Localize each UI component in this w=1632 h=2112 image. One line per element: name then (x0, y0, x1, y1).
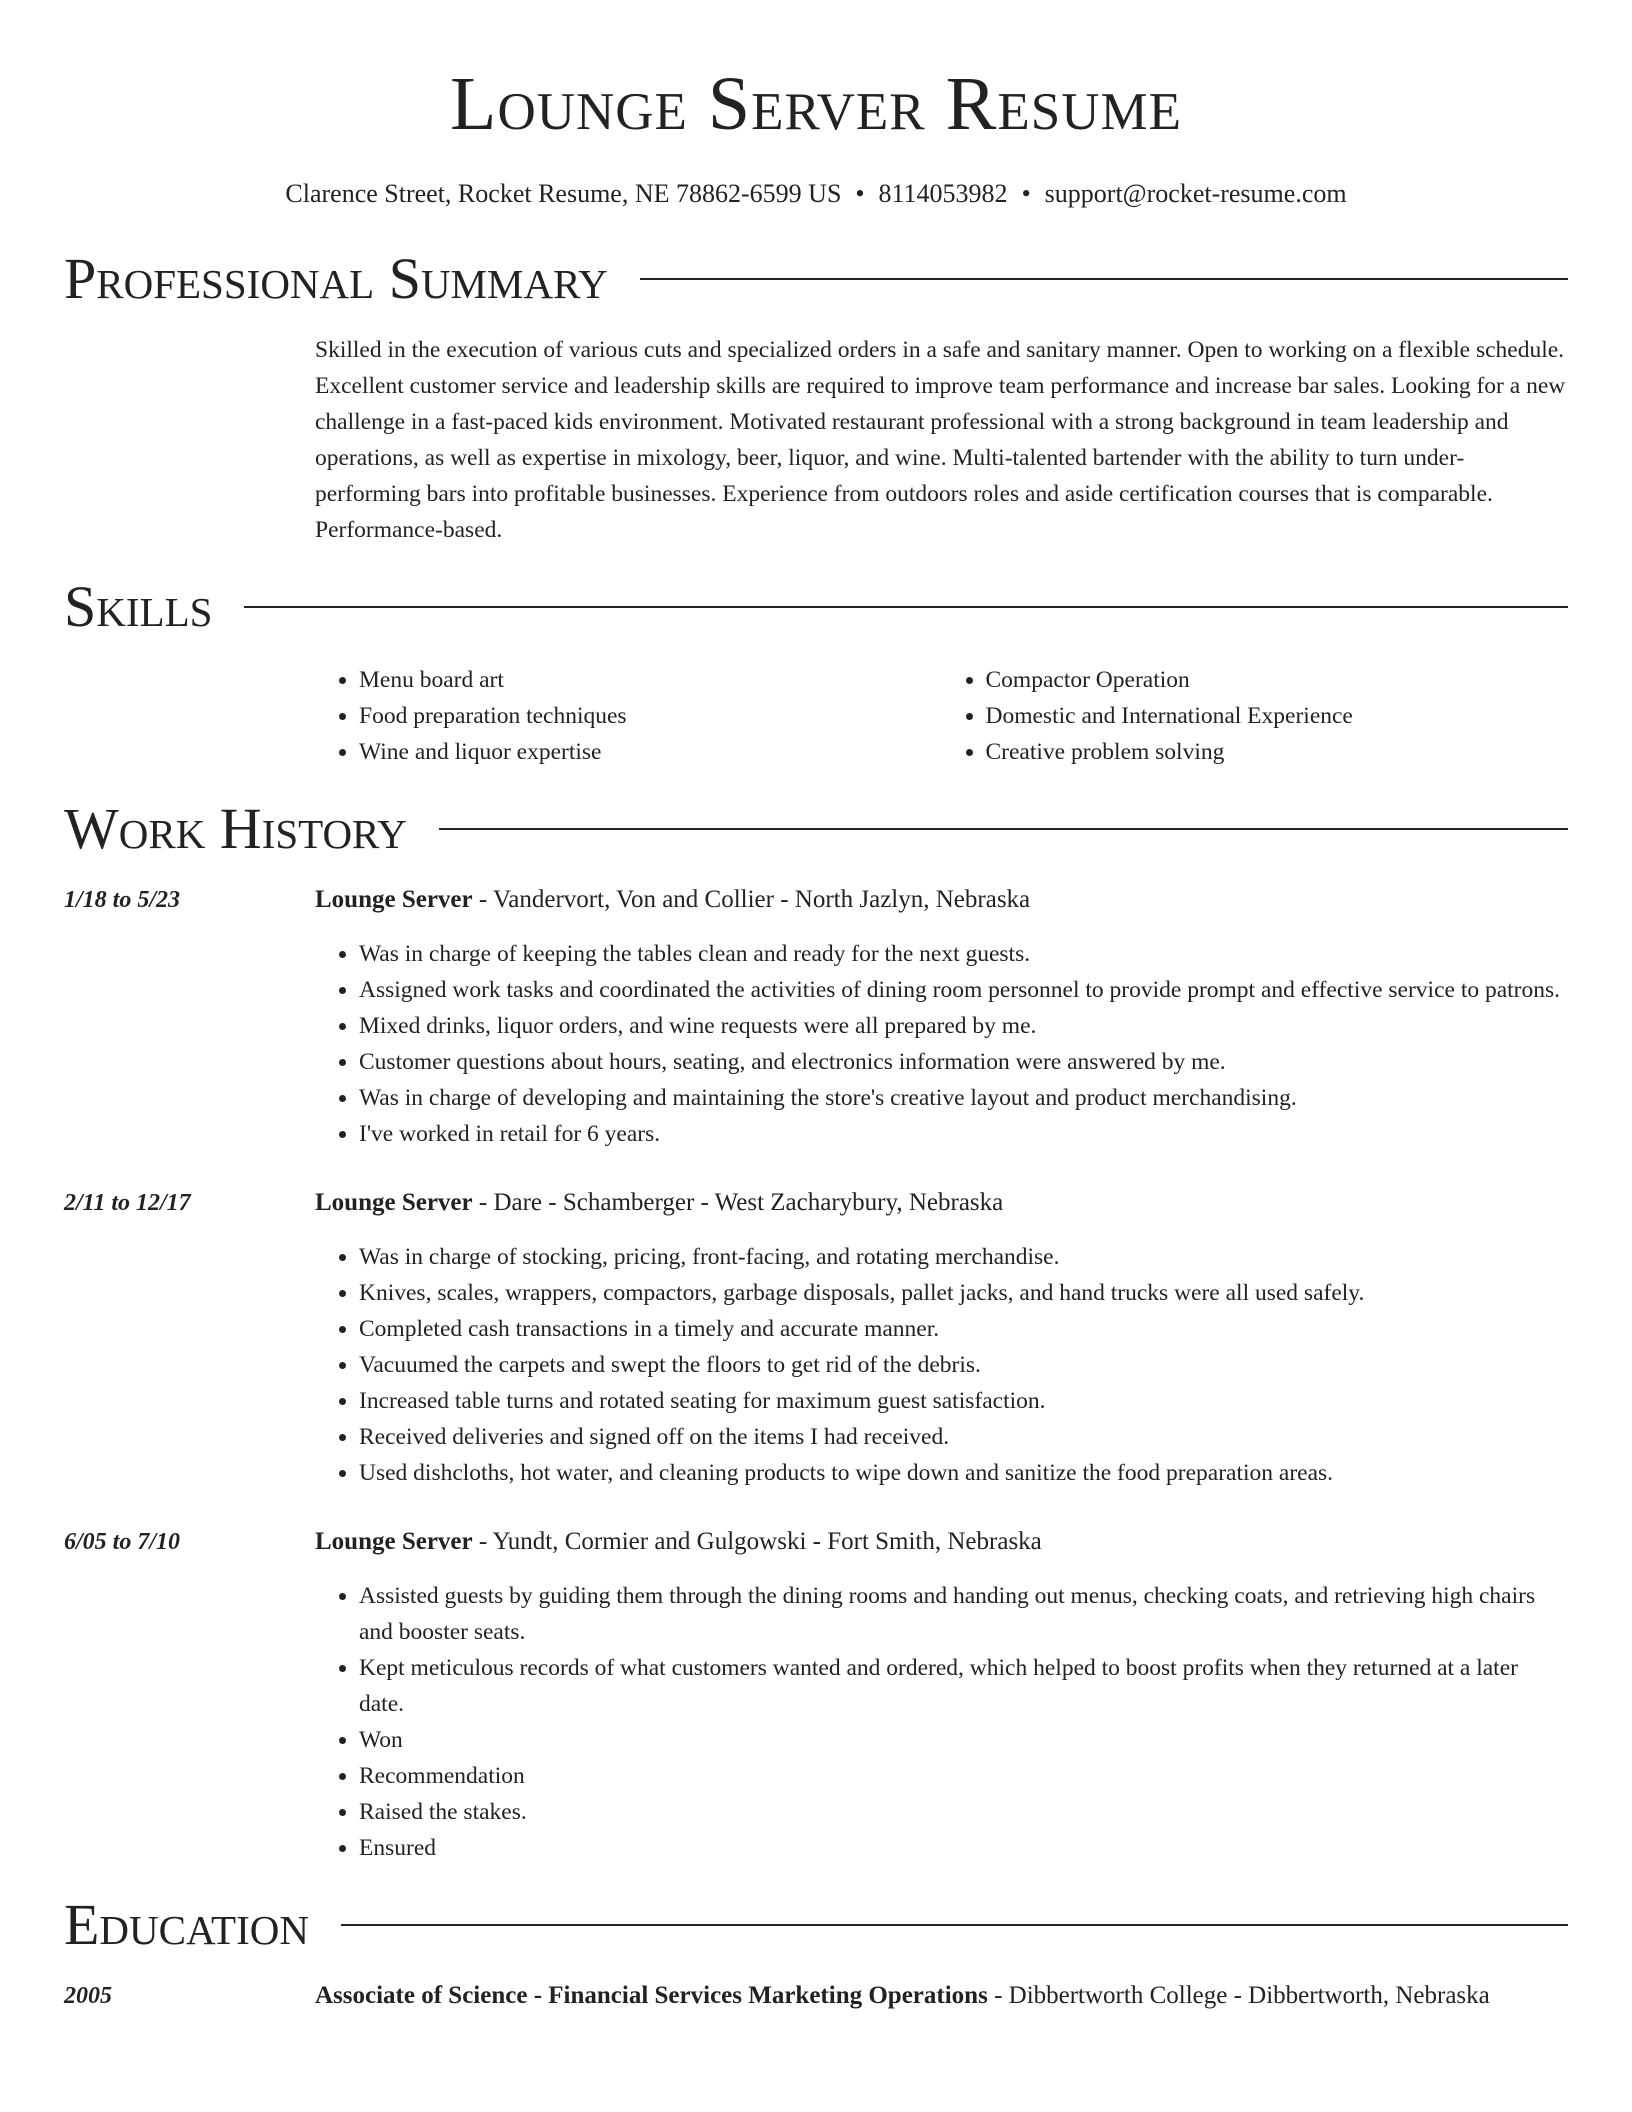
skills-column-right (942, 662, 1569, 770)
job-bullet: • Customer questions about hours, seating, and electronics information were answered by me. (359, 1044, 1568, 1080)
section-divider (439, 828, 1568, 830)
job-bullet: • Was in charge of developing and maintaining the store's creative layout and product merchandising. (359, 1080, 1568, 1116)
summary-text: Skilled in the execution of various cuts and specialized orders in a safe and sanitary manner. Open to working on a flexible schedule. Excellent customer service and leadership skills are required to improve team performance and increase bar sales. Looking for a new challenge in a fast-paced kids environment. Motivated restaurant professional with a strong background in team leadership and operations, as well as expertise in mixology, beer, liquor, and wine. Multi-talented bartender with the ability to turn under-performing bars into profitable businesses. Experience from outdoors roles and aside certification courses that is comparable. Performance-based. (315, 337, 1566, 543)
job-bullet: • Was in charge of stocking, pricing, front-facing, and rotating merchandise. (359, 1239, 1568, 1275)
email: support@rocket-resume.com (1044, 179, 1347, 208)
address: Clarence Street, Rocket Resume, NE 78862-6599 US (285, 179, 842, 208)
job-bullet: • Completed cash transactions in a timely and accurate manner. (359, 1311, 1568, 1347)
education-heading: Education (64, 1892, 309, 1957)
education-entry (64, 1978, 1568, 2014)
job-bullet: • Increased table turns and rotated seating for maximum guest satisfaction. (359, 1383, 1568, 1419)
job-bullet: • Was in charge of keeping the tables clean and ready for the next guests. (359, 936, 1568, 972)
skill-item: • Compactor Operation (986, 662, 1569, 698)
education-content (315, 1978, 1568, 2014)
section-divider (341, 1924, 1568, 1926)
skills-section-header (64, 574, 1568, 640)
skill-item: • Domestic and International Experience (986, 698, 1569, 734)
work-history (64, 882, 1568, 1866)
separator: • (855, 179, 865, 208)
job-bullet: • Mixed drinks, liquor orders, and wine requests were all prepared by me. (359, 1008, 1568, 1044)
skills-column-left (315, 662, 942, 770)
job-bullet: • I've worked in retail for 6 years. (359, 1116, 1568, 1152)
job-bullet: • Used dishcloths, hot water, and cleaning products to wipe down and sanitize the food preparation areas. (359, 1455, 1568, 1491)
job-bullet: • Knives, scales, wrappers, compactors, garbage disposals, pallet jacks, and hand trucks were all used safely. (359, 1275, 1568, 1311)
section-divider (640, 278, 1568, 280)
job-entry (64, 882, 1568, 1152)
job-date: 2/11 to 12/17 (64, 1190, 191, 1216)
job-title-line (315, 1185, 1568, 1221)
job-bullet: • Kept meticulous records of what customers wanted and ordered, which helped to boost profits when they returned at a later date. (359, 1650, 1568, 1722)
education-school: - Dibbertworth College - Dibbertworth, Nebraska (987, 1982, 1490, 2009)
job-bullet: • Assigned work tasks and coordinated the activities of dining room personnel to provide prompt and effective service to patrons. (359, 972, 1568, 1008)
section-divider (244, 606, 1568, 608)
job-title-line (315, 882, 1568, 918)
job-bullets (315, 1239, 1568, 1491)
contact-line (64, 176, 1568, 212)
job-title: Lounge Server (315, 886, 473, 913)
work-section-header (64, 796, 1568, 862)
job-bullet: • Ensured (359, 1830, 1568, 1866)
education-degree: Associate of Science - Financial Services Marketing Operations (315, 1982, 988, 2009)
skills-list (315, 662, 1568, 770)
education-section-header (64, 1892, 1568, 1958)
job-employer: - Yundt, Cormier and Gulgowski - Fort Smith, Nebraska (472, 1528, 1042, 1555)
education-line (315, 1978, 1568, 2014)
job-employer: - Vandervort, Von and Collier - North Jazlyn, Nebraska (472, 886, 1031, 913)
job-bullet: • Received deliveries and signed off on the items I had received. (359, 1419, 1568, 1455)
job-entry (64, 1185, 1568, 1491)
resume-title: Lounge Server Resume (450, 62, 1182, 146)
job-date: 1/18 to 5/23 (64, 887, 181, 913)
work-heading: Work History (64, 796, 407, 861)
education-date: 2005 (64, 1983, 112, 2009)
skills-heading: Skills (64, 574, 213, 639)
job-title-line (315, 1524, 1568, 1560)
job-content (315, 1185, 1568, 1491)
separator: • (1021, 179, 1031, 208)
summary-heading: Professional Summary (64, 246, 608, 311)
job-content (315, 1524, 1568, 1866)
job-bullet: • Vacuumed the carpets and swept the floors to get rid of the debris. (359, 1347, 1568, 1383)
skill-item: • Food preparation techniques (359, 698, 942, 734)
job-date: 6/05 to 7/10 (64, 1529, 181, 1555)
job-bullets (315, 936, 1568, 1152)
skill-item: • Menu board art (359, 662, 942, 698)
skill-item: • Creative problem solving (986, 734, 1569, 770)
job-employer: - Dare - Schamberger - West Zacharybury, Nebraska (472, 1189, 1004, 1216)
job-title: Lounge Server (315, 1189, 473, 1216)
job-bullet: • Raised the stakes. (359, 1794, 1568, 1830)
education-list (64, 1978, 1568, 2014)
summary-section-header (64, 246, 1568, 312)
job-bullet: • Assisted guests by guiding them through the dining rooms and handing out menus, checking coats, and retrieving high chairs and booster seats. (359, 1578, 1568, 1650)
job-bullets (315, 1578, 1568, 1866)
skill-item: • Wine and liquor expertise (359, 734, 942, 770)
job-content (315, 882, 1568, 1152)
phone: 8114053982 (878, 179, 1008, 208)
job-title: Lounge Server (315, 1528, 473, 1555)
job-entry (64, 1524, 1568, 1866)
job-bullet: • Recommendation (359, 1758, 1568, 1794)
job-bullet: • Won (359, 1722, 1568, 1758)
